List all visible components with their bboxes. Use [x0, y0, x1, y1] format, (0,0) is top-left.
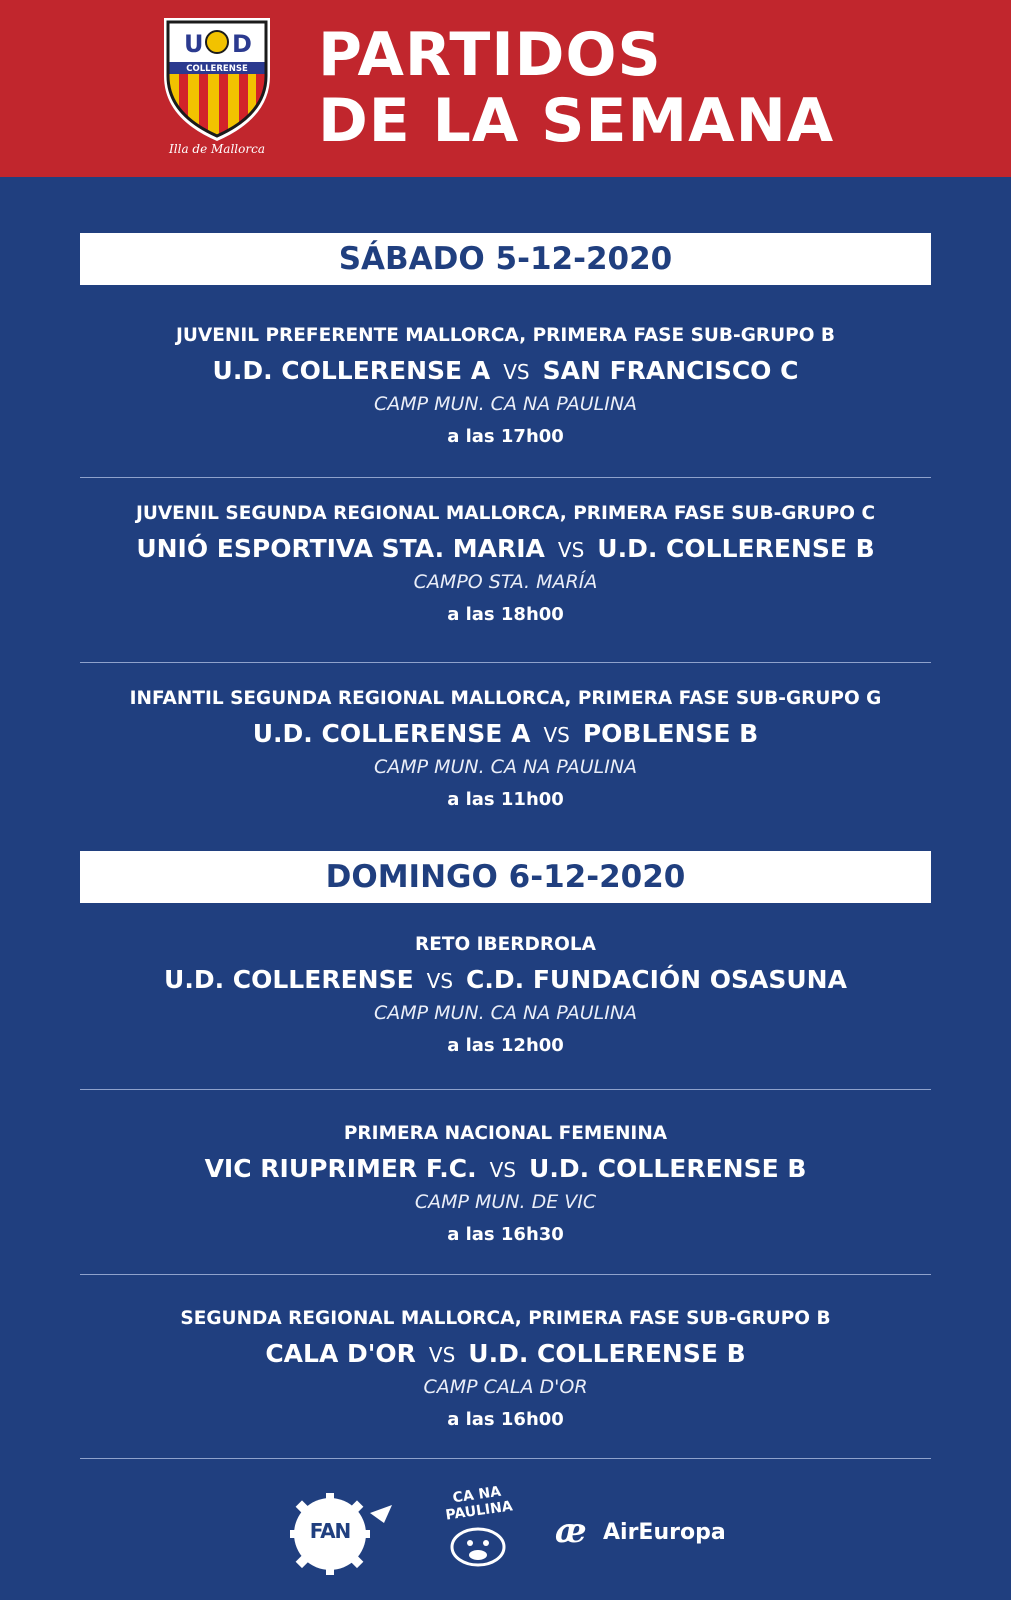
kickoff-time: a las 18h00	[447, 604, 564, 625]
day-header-saturday: SÁBADO 5-12-2020	[80, 233, 931, 285]
vs-label: VS	[489, 1158, 517, 1182]
competition-label: RETO IBERDROLA	[415, 934, 596, 955]
away-team: SAN FRANCISCO C	[542, 356, 799, 385]
shield-icon	[152, 14, 282, 142]
home-team: U.D. COLLERENSE A	[212, 356, 491, 385]
match-teams	[60, 719, 951, 750]
competition-label: JUVENIL SEGUNDA REGIONAL MALLORCA, PRIMERA FASE SUB-GRUPO C	[135, 503, 876, 524]
title-line-1: PARTIDOS	[318, 20, 662, 90]
home-team: U.D. COLLERENSE A	[252, 719, 531, 748]
title-line-2: DE LA SEMANA	[318, 86, 835, 156]
venue-label: CAMP MUN. DE VIC	[414, 1191, 597, 1213]
cow-icon	[440, 1485, 516, 1575]
match-card	[60, 1123, 951, 1246]
crest-band-text: COLLERENSE	[186, 64, 248, 74]
home-team: CALA D'OR	[265, 1339, 416, 1368]
match-teams	[60, 1339, 951, 1370]
away-team: U.D. COLLERENSE B	[468, 1339, 746, 1368]
home-team: UNIÓ ESPORTIVA STA. MARIA	[136, 534, 545, 563]
vs-label: VS	[503, 360, 530, 384]
kickoff-time: a las 17h00	[447, 426, 564, 447]
home-team: U.D. COLLERENSE	[164, 965, 414, 994]
away-team: POBLENSE B	[582, 719, 759, 748]
competition-label: JUVENIL PREFERENTE MALLORCA, PRIMERA FASE SUB-GRUPO B	[176, 325, 835, 346]
divider	[80, 1274, 931, 1275]
aireuropa-text: AirEuropa	[603, 1520, 726, 1545]
page-title	[318, 22, 834, 154]
kickoff-time: a las 16h30	[447, 1224, 564, 1245]
away-team: U.D. COLLERENSE B	[597, 534, 875, 563]
ball-icon	[206, 31, 228, 53]
aireuropa-logo	[555, 1511, 726, 1555]
venue-label: CAMP MUN. CA NA PAULINA	[373, 393, 638, 415]
match-card	[60, 934, 951, 1057]
divider	[80, 662, 931, 663]
fan-logo	[290, 1493, 400, 1575]
match-card	[60, 1308, 951, 1431]
competition-label: INFANTIL SEGUNDA REGIONAL MALLORCA, PRIMERA FASE SUB-GRUPO G	[129, 688, 882, 709]
sponsors-row	[0, 1485, 1011, 1585]
fan-logo-text: FAN	[309, 1519, 351, 1543]
club-crest	[152, 14, 282, 164]
vs-label: VS	[428, 1343, 456, 1367]
away-team: C.D. FUNDACIÓN OSASUNA	[466, 965, 847, 994]
divider	[80, 477, 931, 478]
kickoff-time: a las 12h00	[447, 1035, 564, 1056]
match-card	[60, 688, 951, 811]
match-teams	[60, 534, 951, 565]
vs-label: VS	[557, 538, 585, 562]
competition-label: PRIMERA NACIONAL FEMENINA	[343, 1123, 668, 1144]
day-header-sunday: DOMINGO 6-12-2020	[80, 851, 931, 903]
home-team: VIC RIUPRIMER F.C.	[204, 1154, 477, 1183]
vs-label: VS	[426, 969, 454, 993]
crest-motto: Illa de Mallorca	[169, 142, 265, 156]
match-card	[60, 325, 951, 448]
venue-label: CAMP MUN. CA NA PAULINA	[373, 756, 638, 778]
venue-label: CAMPO STA. MARÍA	[413, 571, 598, 593]
match-teams	[60, 965, 951, 996]
match-card	[60, 503, 951, 626]
kickoff-time: a las 11h00	[447, 789, 564, 810]
venue-label: CAMP CALA D'OR	[423, 1376, 588, 1398]
ca-na-paulina-logo	[440, 1485, 516, 1575]
away-team: U.D. COLLERENSE B	[529, 1154, 807, 1183]
header-banner	[0, 0, 1011, 177]
divider	[80, 1458, 931, 1459]
competition-label: SEGUNDA REGIONAL MALLORCA, PRIMERA FASE SUB-GRUPO B	[180, 1308, 831, 1329]
crest-letter-d: D	[232, 30, 252, 58]
match-teams	[60, 1154, 951, 1185]
venue-label: CAMP MUN. CA NA PAULINA	[373, 1002, 638, 1024]
divider	[80, 1089, 931, 1090]
kickoff-time: a las 16h00	[447, 1409, 564, 1430]
crest-letter-u: U	[184, 30, 204, 58]
aireuropa-mark-icon: æ	[555, 1511, 587, 1551]
ca-na-paulina-text: CA NA PAULINA	[444, 1483, 514, 1524]
match-teams	[60, 356, 951, 387]
vs-label: VS	[543, 723, 570, 747]
